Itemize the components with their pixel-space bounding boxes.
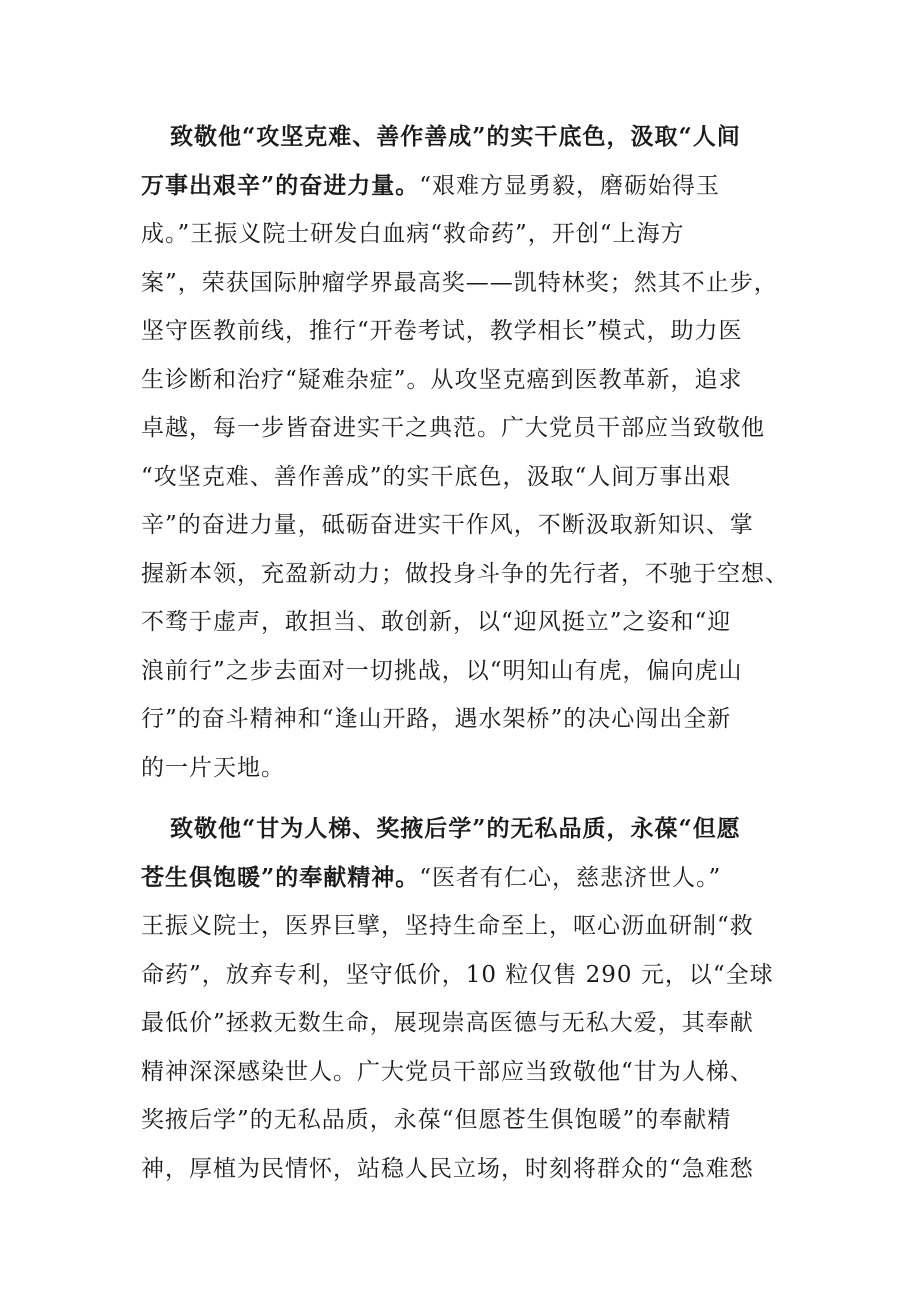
body-text: 不骛于虚声，敢担当、敢创新，以“迎风挺立”之姿和“迎 — [141, 609, 732, 635]
body-text: “攻坚克难、善作善成”的实干底色，汲取“人间万事出艰 — [141, 463, 732, 490]
text-line — [141, 307, 781, 356]
text-line — [141, 259, 781, 308]
text-line — [141, 805, 781, 854]
body-text: 成。”王振义院士研发白血病“救命药”，开创“上海方 — [141, 221, 685, 247]
body-text: 奖掖后学”的无私品质，永葆“但愿苍生俱饱暖”的奉献精 — [141, 1107, 732, 1133]
body-text: “艰难方显勇毅，磨砺始得玉 — [419, 172, 720, 199]
text-line — [141, 951, 781, 1000]
text-line — [141, 902, 781, 951]
body-text: 王振义院士，医界巨擘，坚持生命至上，呕心沥血研制“救 — [141, 913, 754, 939]
body-text: 案”，荣获国际肿瘤学界最高奖——凯特林奖；然其不止步， — [141, 269, 778, 296]
text-line — [141, 695, 781, 744]
text-line — [141, 854, 781, 903]
bold-lead-text: 苍生俱饱暖”的奉献精神。 — [141, 863, 420, 891]
body-text: 卓越，每一步皆奋进实干之典范。广大党员干部应当致敬他 — [141, 415, 765, 441]
body-text: 辛”的奋进力量，砥砺奋进实干作风，不断汲取新知识、掌 — [141, 512, 754, 538]
body-text: 生诊断和治疗“疑难杂症”。从攻坚克癌到医教革新，追求 — [141, 366, 743, 393]
text-line — [141, 1096, 781, 1145]
bold-lead-text: 万事出艰辛”的奋进力量。 — [141, 171, 420, 199]
body-text: 最低价”拯救无数生命，展现崇高医德与无私大爱，其奉献 — [141, 1010, 754, 1036]
text-line — [141, 210, 781, 259]
text-line — [141, 356, 781, 405]
paragraph-selfless-dedication — [141, 805, 781, 1193]
body-text: 行”的奋斗精神和“逢山开路，遇水架桥”的决心闯出全新 — [141, 706, 732, 732]
text-line — [141, 550, 789, 599]
body-text: 握新本领，充盈新动力；做投身斗争的先行者，不驰于空想、 — [141, 560, 789, 587]
bold-lead-text: 致敬他“甘为人梯、奖掖后学”的无私品质，永葆“但愿 — [170, 815, 741, 842]
body-text: 命药”，放弃专利，坚守低价，10 粒仅售 290 元，以“全球 — [141, 961, 774, 988]
text-line — [141, 113, 781, 162]
body-text: “医者有仁心，慈悲济世人。” — [419, 864, 722, 891]
paragraph-research-spirit — [141, 113, 789, 792]
body-text: 浪前行”之步去面对一切挑战，以“明知山有虎，偏向虎山 — [141, 657, 743, 684]
text-line — [141, 647, 781, 696]
text-line — [141, 404, 781, 453]
text-line — [141, 1048, 781, 1097]
text-line — [141, 744, 781, 793]
bold-lead-text: 致敬他“攻坚克难、善作善成”的实干底色，汲取“人间 — [170, 123, 741, 150]
body-text: 坚守医教前线，推行“开卷考试，教学相长”模式，助力医 — [141, 318, 743, 344]
text-line — [141, 1145, 781, 1194]
text-line — [141, 162, 781, 211]
text-line — [141, 501, 781, 550]
text-line — [141, 453, 781, 502]
body-text: 的一片天地。 — [141, 754, 285, 781]
text-line — [141, 999, 781, 1048]
body-text: 精神深深感染世人。广大党员干部应当致敬他“甘为人梯、 — [141, 1058, 754, 1085]
text-line — [141, 598, 781, 647]
body-text: 神，厚植为民情怀，站稳人民立场，时刻将群众的“急难愁 — [141, 1155, 754, 1182]
